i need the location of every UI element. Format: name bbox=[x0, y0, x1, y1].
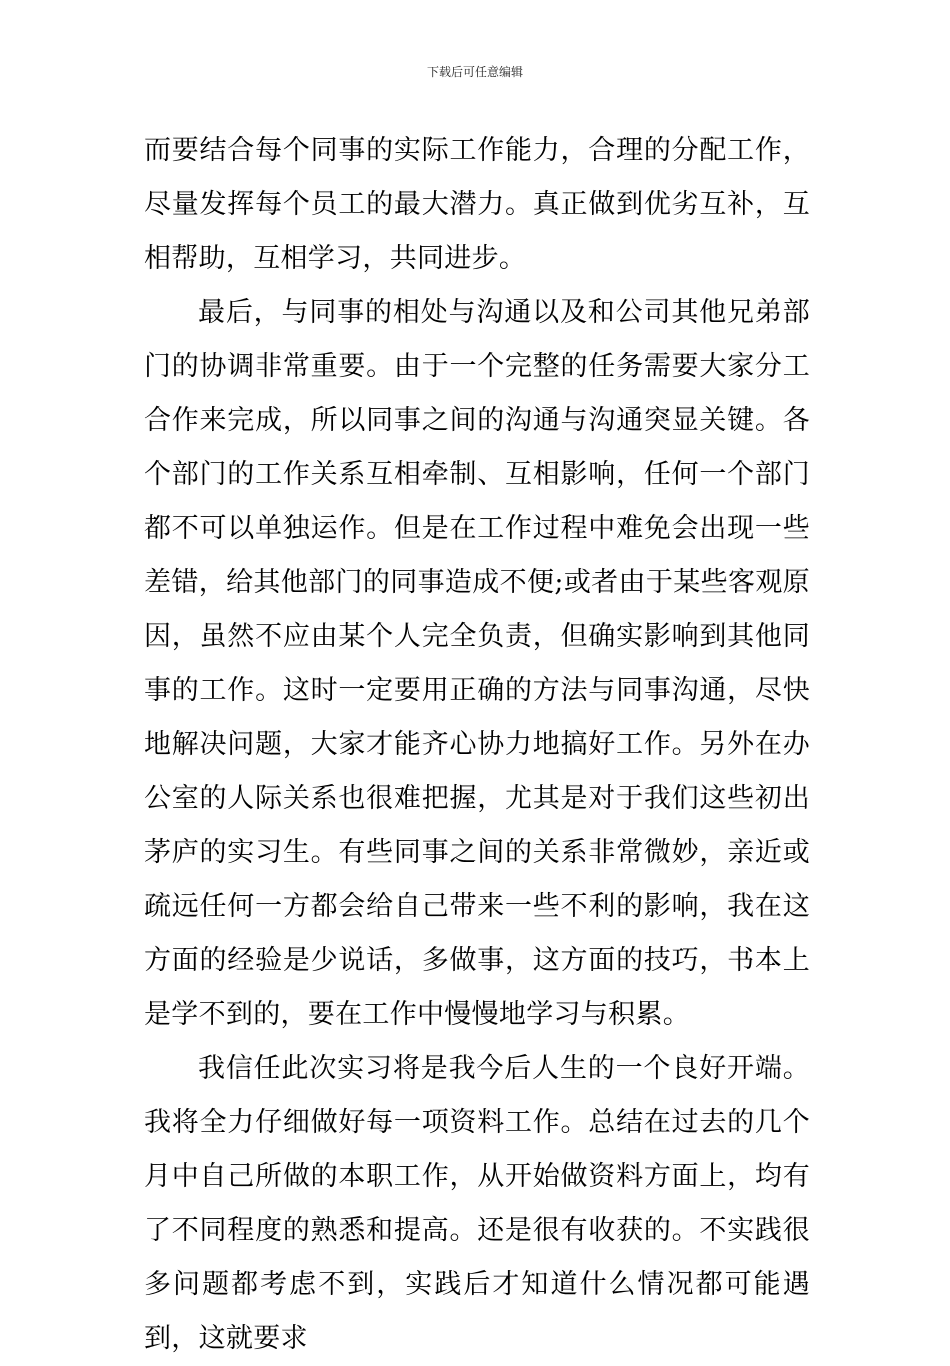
paragraph-1: 而要结合每个同事的实际工作能力，合理的分配工作，尽量发挥每个员工的最大潜力。真正做到优劣互补，互相帮助，互相学习，共同进步。 bbox=[144, 135, 810, 274]
paragraph-3: 我信任此次实习将是我今后人生的一个良好开端。我将全力仔细做好每一项资料工作。总结在过去的几个月中自己所做的本职工作，从开始做资料方面上，均有了不同程度的熟悉和提高。还是很有收获的。不实践很多问题都考虑不到，实践后才知道什么情况都可能遇到，这就要求 bbox=[144, 1053, 810, 1354]
document-body bbox=[144, 124, 810, 1366]
paragraph-2: 最后，与同事的相处与沟通以及和公司其他兄弟部门的协调非常重要。由于一个完整的任务需要大家分工合作来完成，所以同事之间的沟通与沟通突显关键。各个部门的工作关系互相牵制、互相影响，任何一个部门都不可以单独运作。但是在工作过程中难免会出现一些差错，给其他部门的同事造成不便;或者由于某些客观原因，虽然不应由某个人完全负责，但确实影响到其他同事的工作。这时一定要用正确的方法与同事沟通，尽快地解决问题，大家才能齐心协力地搞好工作。另外在办公室的人际关系也很难把握，尤其是对于我们这些初出茅庐的实习生。有些同事之间的关系非常微妙，亲近或疏远任何一方都会给自己带来一些不利的影响，我在这方面的经验是少说话，多做事，这方面的技巧，书本上是学不到的，要在工作中慢慢地学习与积累。 bbox=[144, 297, 810, 1030]
page-header: 下载后可任意编辑 bbox=[426, 65, 523, 79]
